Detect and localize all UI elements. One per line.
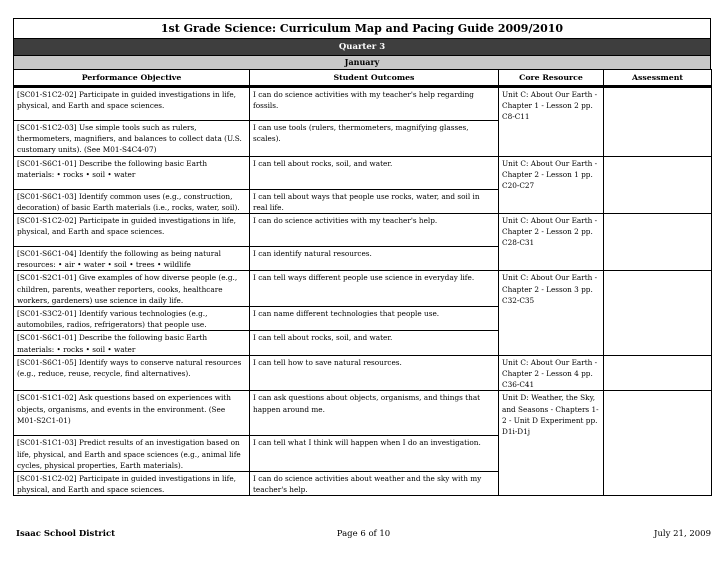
objective-cell: [SC01-S1C2-02] Participate in guided investigations in life, physical, and Earth and space sciences.: [14, 88, 250, 121]
outcome-cell: I can ask questions about objects, organisms, and things that happen around me.: [250, 391, 499, 436]
assessment-cell: [604, 271, 712, 355]
outcome-cell: I can do science activities about weather and the sky with my teacher's help.: [250, 472, 499, 496]
resource-cell: Unit C: About Our Earth - Chapter 2 - Lesson 1 pp. C20-C27: [499, 156, 604, 213]
objective-cell: [SC01-S1C1-03] Predict results of an investigation based on life, physical, and Earth and space sciences (e.g., animal life cycles, physical properties, Earth materials).: [14, 436, 250, 472]
outcome-cell: I can tell how to save natural resources.: [250, 355, 499, 391]
objective-cell: [SC01-S1C1-02] Ask questions based on experiences with objects, organisms, and events in the environment. (See M01-S2C1-01): [14, 391, 250, 436]
header-objective: Performance Objective: [14, 70, 250, 86]
resource-cell: Unit C: About Our Earth - Chapter 2 - Lesson 4 pp. C36-C41: [499, 355, 604, 391]
outcome-cell: I can tell ways different people use science in everyday life.: [250, 271, 499, 307]
resource-cell: Unit C: About Our Earth - Chapter 2 - Lesson 3 pp. C32-C35: [499, 271, 604, 355]
objective-cell: [SC01-S2C1-01] Give examples of how diverse people (e.g., children, parents, weather reporters, cooks, healthcare workers, gardeners) use science in daily life.: [14, 271, 250, 307]
assessment-cell: [604, 214, 712, 271]
objective-cell: [SC01-S6C1-04] Identify the following as being natural resources: • air • water • soil • trees • wildlife: [14, 247, 250, 271]
resource-cell: Unit D: Weather, the Sky, and Seasons - Chapters 1-2 - Unit D Experiment pp. D1i-D1j: [499, 391, 604, 496]
assessment-cell: [604, 88, 712, 157]
outcome-cell: I can tell about rocks, soil, and water.: [250, 331, 499, 355]
objective-cell: [SC01-S3C2-01] Identify various technologies (e.g., automobiles, radios, refrigerators) that people use.: [14, 307, 250, 331]
resource-cell: Unit C: About Our Earth - Chapter 2 - Lesson 2 pp. C28-C31: [499, 214, 604, 271]
header-outcomes: Student Outcomes: [250, 70, 499, 86]
objective-cell: [SC01-S6C1-03] Identify common uses (e.g., construction, decoration) of basic Earth materials (i.e., rocks, water, soil).: [14, 189, 250, 213]
table-row: [14, 391, 712, 436]
assessment-cell: [604, 355, 712, 391]
objective-cell: [SC01-S6C1-05] Identify ways to conserve natural resources (e.g., reduce, reuse, recycle, find alternatives).: [14, 355, 250, 391]
table-row: [14, 271, 712, 307]
objective-cell: [SC01-S6C1-01] Describe the following basic Earth materials: • rocks • soil • water: [14, 331, 250, 355]
objective-cell: [SC01-S1C2-03] Use simple tools such as rulers, thermometers, magnifiers, and balances to collect data (U.S. customary units). (See M01-S4C4-07): [14, 121, 250, 157]
objective-cell: [SC01-S6C1-01] Describe the following basic Earth materials: • rocks • soil • water: [14, 156, 250, 189]
header-assessment: Assessment: [604, 70, 712, 86]
footer-date: July 21, 2009: [654, 529, 711, 539]
resource-cell: Unit C: About Our Earth - Chapter 1 - Lesson 2 pp. C8-C11: [499, 88, 604, 157]
footer-district: Isaac School District: [16, 529, 116, 539]
table-row: [14, 156, 712, 189]
quarter-banner: Quarter 3: [13, 38, 711, 55]
document-title: 1st Grade Science: Curriculum Map and Pacing Guide 2009/2010: [13, 18, 711, 38]
outcome-cell: I can tell about ways that people use rocks, water, and soil in real life.: [250, 189, 499, 213]
objective-cell: [SC01-S1C2-02] Participate in guided investigations in life, physical, and Earth and space sciences.: [14, 214, 250, 247]
month-banner: January: [13, 55, 711, 69]
outcome-cell: I can name different technologies that people use.: [250, 307, 499, 331]
table-row: [14, 214, 712, 247]
outcome-cell: I can tell about rocks, soil, and water.: [250, 156, 499, 189]
objective-cell: [SC01-S1C2-02] Participate in guided investigations in life, physical, and Earth and space sciences.: [14, 472, 250, 496]
header-resource: Core Resource: [499, 70, 604, 86]
outcome-cell: I can tell what I think will happen when I do an investigation.: [250, 436, 499, 472]
outcome-cell: I can do science activities with my teacher's help regarding fossils.: [250, 88, 499, 121]
footer-page-number: Page 6 of 10: [336, 529, 391, 539]
curriculum-document: [13, 18, 711, 496]
curriculum-table: [13, 69, 712, 496]
outcome-cell: I can do science activities with my teacher's help.: [250, 214, 499, 247]
outcome-cell: I can identify natural resources.: [250, 247, 499, 271]
assessment-cell: [604, 391, 712, 496]
outcome-cell: I can use tools (rulers, thermometers, magnifying glasses, scales).: [250, 121, 499, 157]
table-row: [14, 88, 712, 121]
header-row: [14, 70, 712, 86]
assessment-cell: [604, 156, 712, 213]
table-row: [14, 355, 712, 391]
